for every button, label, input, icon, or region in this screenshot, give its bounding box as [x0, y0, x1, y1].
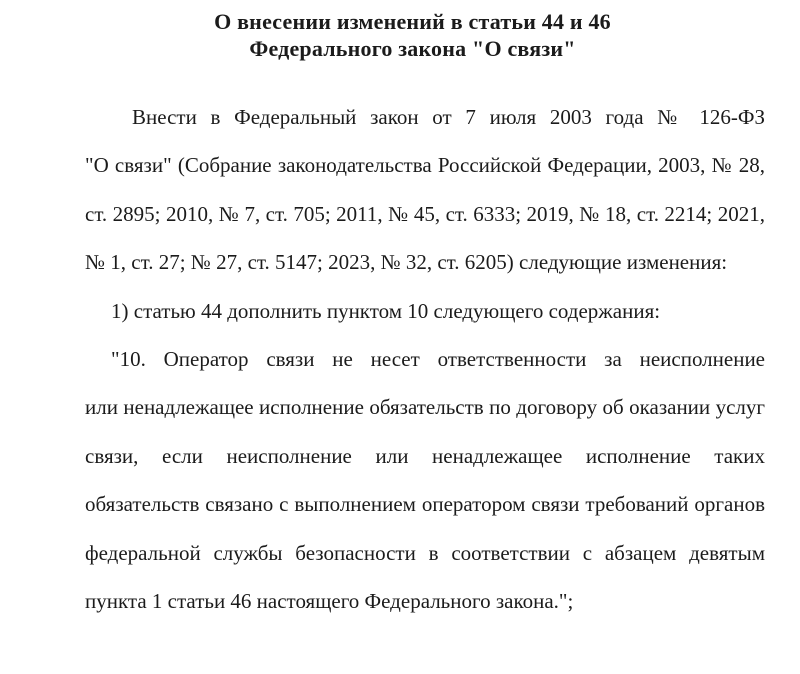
- document-line: ст. 2895; 2010, № 7, ст. 705; 2011, № 45, ст. 6333; 2019, № 18, ст. 2214; 2021,: [85, 201, 765, 226]
- document-line: связи, если неисполнение или ненадлежащее исполнение таких: [85, 443, 765, 468]
- document-line: Внести в Федеральный закон от 7 июля 2003 года № 126-ФЗ: [132, 105, 765, 129]
- document-line: "10. Оператор связи не несет ответственности за неисполнение: [111, 346, 765, 371]
- document-line: 1) статью 44 дополнить пунктом 10 следующего содержания:: [111, 298, 661, 323]
- document-line: № 1, ст. 27; № 27, ст. 5147; 2023, № 32, ст. 6205) следующие изменения:: [85, 250, 728, 275]
- document-line: пункта 1 статьи 46 настоящего Федерального закона.";: [85, 588, 574, 613]
- document-body: [85, 93, 765, 625]
- document-line: обязательств связано с выполнением оператором связи требований органов: [85, 492, 765, 517]
- document-title: [85, 8, 740, 62]
- document-line: или ненадлежащее исполнение обязательств по договору об оказании услуг: [85, 395, 765, 420]
- title-line-1: О внесении изменений в статьи 44 и 46: [214, 9, 611, 34]
- title-line-2: Федерального закона "О связи": [249, 36, 576, 61]
- document-line: "О связи" (Собрание законодательства Российской Федерации, 2003, № 28,: [85, 153, 765, 178]
- document-line: федеральной службы безопасности в соответствии с абзацем девятым: [85, 540, 765, 565]
